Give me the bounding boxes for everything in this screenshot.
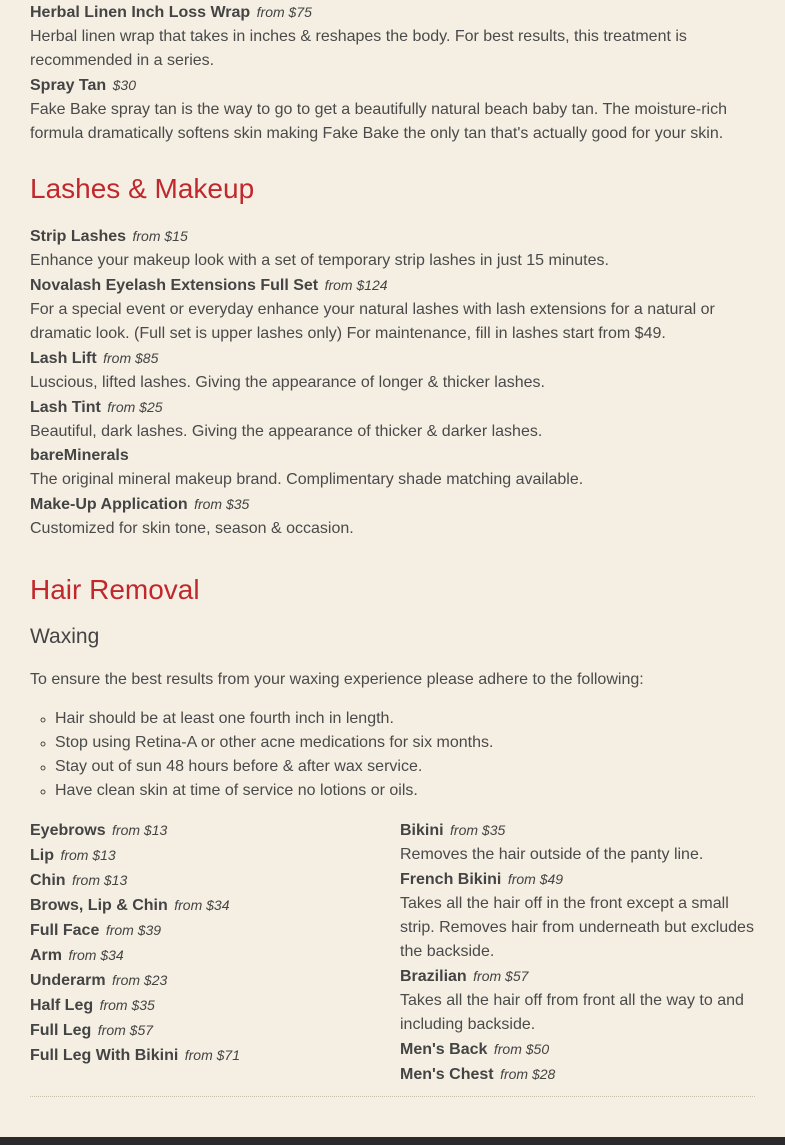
section-heading-lashes: Lashes & Makeup <box>30 173 255 204</box>
wax-price: from $35 <box>99 997 155 1013</box>
section-heading-hair-removal: Hair Removal <box>30 574 200 605</box>
wax-price: from $57 <box>97 1022 154 1038</box>
service-item <box>30 492 755 541</box>
wax-name: Underarm <box>30 972 106 989</box>
list-item: ◦ Hair should be at least one fourth inch in length. <box>55 707 755 731</box>
service-item <box>30 444 755 492</box>
service-description: For a special event or everyday enhance your natural lashes with lash extensions for a natural or dramatic look. (Full set is upper lashes only) For maintenance, fill in lashes start from $49. <box>30 301 715 342</box>
wax-price: from $34 <box>174 897 230 913</box>
service-price: from $85 <box>103 350 159 366</box>
service-name: Herbal Linen Inch Loss Wrap <box>30 4 251 21</box>
service-name: bareMinerals <box>30 447 129 464</box>
service-name: Novalash Eyelash Extensions Full Set <box>30 277 319 294</box>
wax-item <box>30 943 400 968</box>
wax-name: Men's Back <box>400 1041 488 1058</box>
service-price: $30 <box>112 77 136 93</box>
wax-description: Takes all the hair off in the front except a small strip. Removes hair from underneath but excludes the backside. <box>400 895 754 960</box>
wax-item <box>30 893 400 918</box>
wax-name: Full Leg <box>30 1022 92 1039</box>
wax-item <box>400 1062 755 1087</box>
wax-name: French Bikini <box>400 871 502 888</box>
service-item <box>30 224 755 273</box>
service-description: Customized for skin tone, season & occasion. <box>30 520 354 537</box>
wax-name: Chin <box>30 872 66 889</box>
service-name: Strip Lashes <box>30 228 127 245</box>
list-item: ◦ Have clean skin at time of service no lotions or oils. <box>55 779 755 803</box>
wax-item <box>30 818 400 843</box>
wax-item <box>30 1043 400 1068</box>
waxing-intro: To ensure the best results from your waxing experience please adhere to the following: <box>30 671 644 688</box>
service-item <box>30 0 755 73</box>
wax-name: Men's Chest <box>400 1066 494 1083</box>
wax-name: Arm <box>30 947 63 964</box>
service-item <box>30 346 755 395</box>
wax-price: from $35 <box>450 822 506 838</box>
wax-description: Removes the hair outside of the panty line. <box>400 846 704 863</box>
wax-name: Full Face <box>30 922 100 939</box>
wax-name: Eyebrows <box>30 822 106 839</box>
wax-price: from $13 <box>112 822 168 838</box>
service-description: Beautiful, dark lashes. Giving the appearance of thicker & darker lashes. <box>30 423 543 440</box>
service-price: from $75 <box>256 4 312 20</box>
waxing-left-column <box>30 818 400 1087</box>
wax-item <box>30 868 400 893</box>
service-name: Lash Tint <box>30 399 101 416</box>
wax-item <box>30 993 400 1018</box>
wax-price: from $50 <box>493 1041 550 1057</box>
list-item: ◦ Stop using Retina-A or other acne medications for six months. <box>55 731 755 755</box>
wax-description: Takes all the hair off from front all the way to and including backside. <box>400 992 744 1033</box>
wax-item <box>400 964 755 989</box>
list-item: ◦ Stay out of sun 48 hours before & after wax service. <box>55 755 755 779</box>
service-description: The original mineral makeup brand. Complimentary shade matching available. <box>30 471 584 488</box>
service-name: Spray Tan <box>30 77 107 94</box>
wax-price: from $34 <box>68 947 124 963</box>
service-description: Herbal linen wrap that takes in inches & reshapes the body. For best results, this treatment is recommended in a series. <box>30 28 687 69</box>
wax-name: Brows, Lip & Chin <box>30 897 168 914</box>
wax-name: Lip <box>30 847 54 864</box>
wax-name: Brazilian <box>400 968 467 985</box>
service-description: Luscious, lifted lashes. Giving the appearance of longer & thicker lashes. <box>30 374 545 391</box>
wax-item <box>400 1037 755 1062</box>
service-price: from $35 <box>194 496 250 512</box>
service-description: Fake Bake spray tan is the way to go to get a beautifully natural beach baby tan. The moisture-rich formula dramatically softens skin making Fake Bake the only tan that's actually good for your skin. <box>30 101 727 142</box>
service-name: Lash Lift <box>30 350 97 367</box>
wax-price: from $13 <box>72 872 128 888</box>
wax-name: Full Leg With Bikini <box>30 1047 179 1064</box>
waxing-right-column <box>400 818 755 1087</box>
waxing-price-columns <box>30 818 755 1087</box>
service-price: from $15 <box>132 228 188 244</box>
footer-bar <box>0 1137 785 1145</box>
section-divider <box>30 1096 755 1097</box>
services-content <box>30 0 755 1087</box>
wax-price: from $23 <box>112 972 168 988</box>
wax-price: from $28 <box>500 1066 556 1082</box>
wax-item <box>30 918 400 943</box>
wax-item <box>400 867 755 892</box>
service-item <box>30 395 755 444</box>
service-name: Make-Up Application <box>30 496 188 513</box>
service-item <box>30 273 755 346</box>
wax-price: from $13 <box>60 847 116 863</box>
wax-price: from $39 <box>105 922 162 938</box>
wax-name: Half Leg <box>30 997 94 1014</box>
wax-item <box>30 1018 400 1043</box>
wax-price: from $71 <box>184 1047 240 1063</box>
wax-name: Bikini <box>400 822 444 839</box>
service-price: from $124 <box>324 277 388 293</box>
wax-item <box>30 968 400 993</box>
wax-item <box>30 843 400 868</box>
wax-price: from $57 <box>473 968 529 984</box>
service-description: Enhance your makeup look with a set of temporary strip lashes in just 15 minutes. <box>30 252 609 269</box>
wax-item <box>400 818 755 843</box>
subheading-waxing: Waxing <box>30 625 100 648</box>
service-price: from $25 <box>107 399 163 415</box>
service-item <box>30 73 755 146</box>
waxing-tips-list <box>30 707 755 803</box>
wax-price: from $49 <box>507 871 564 887</box>
